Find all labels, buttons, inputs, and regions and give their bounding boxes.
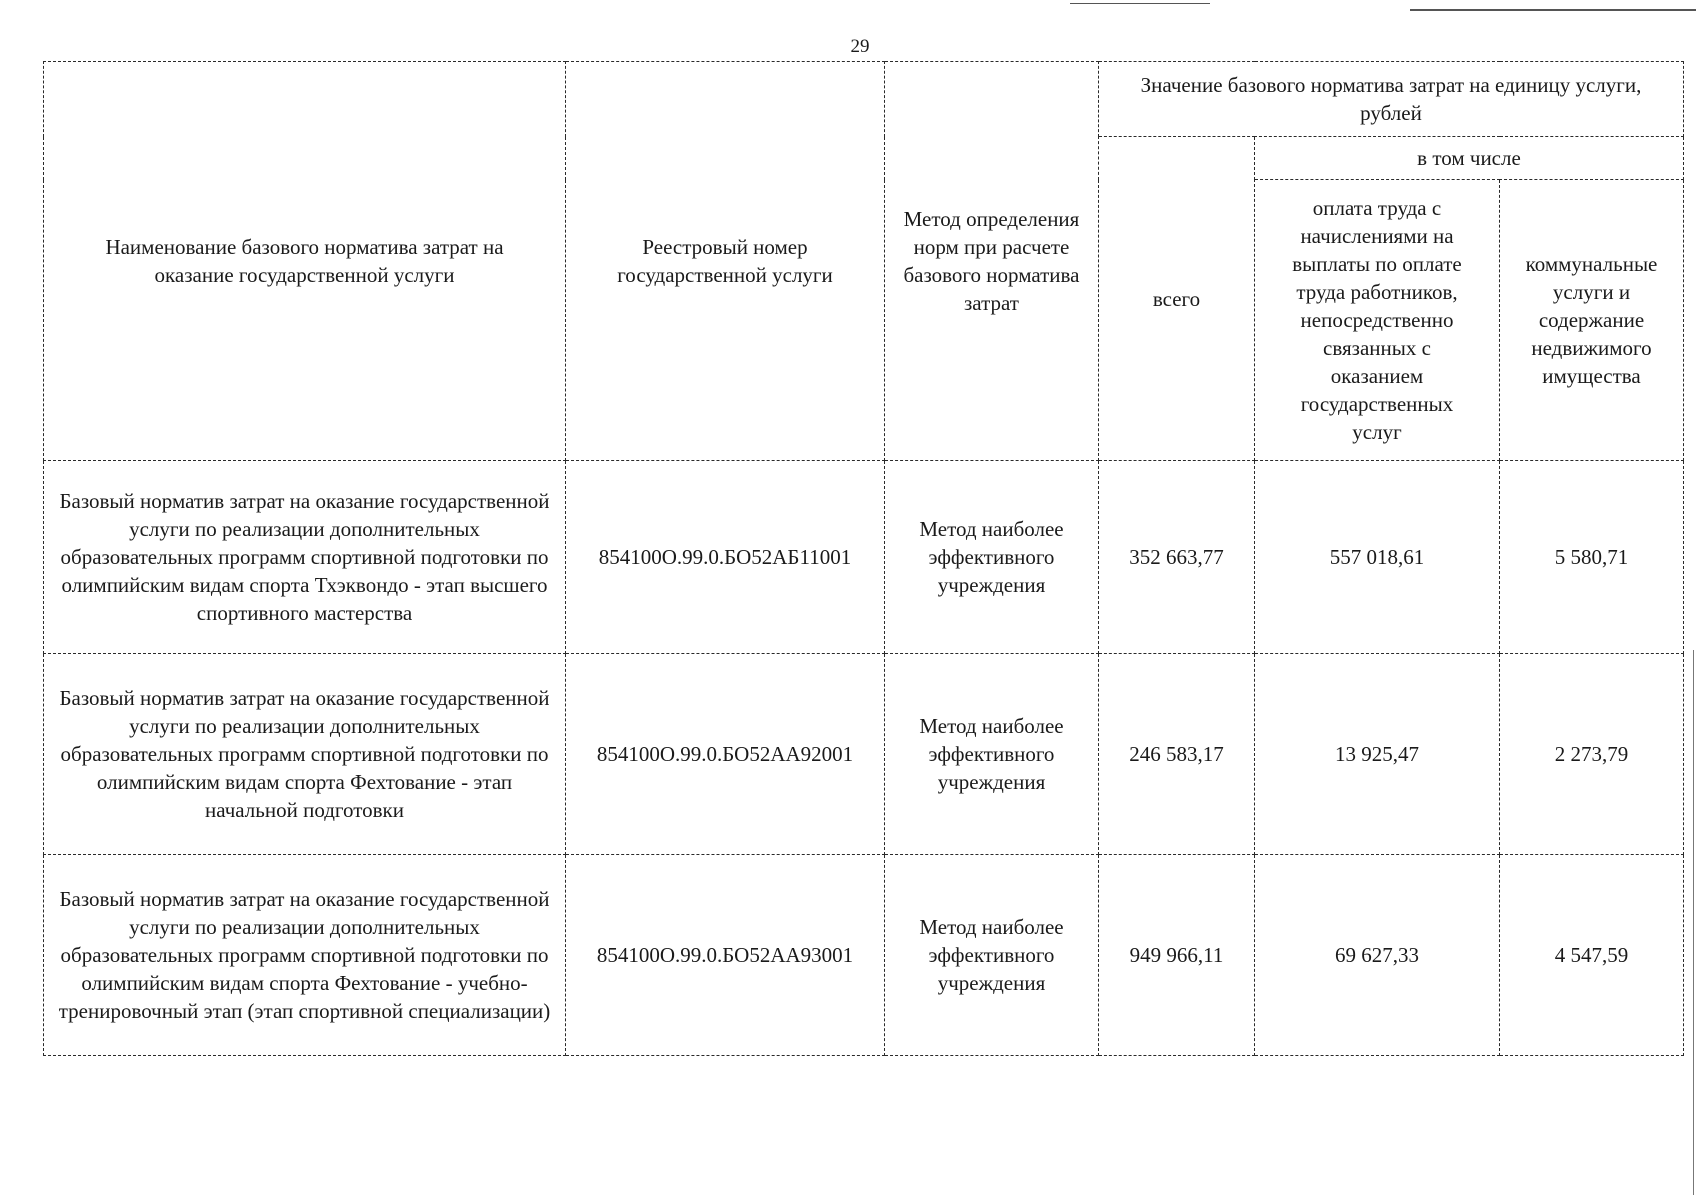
- row-method: Метод наиболее эффективного учреждения: [885, 654, 1099, 855]
- row-labor: 13 925,47: [1255, 654, 1500, 855]
- row-registry: 854100О.99.0.БО52АБ11001: [566, 461, 885, 654]
- header-row-1: [44, 62, 1684, 137]
- page-number: 29: [850, 36, 870, 57]
- row-total: 949 966,11: [1099, 855, 1255, 1056]
- header-including: в том числе: [1255, 137, 1684, 180]
- header-value-group: Значение базового норматива затрат на единицу услуги, рублей: [1099, 62, 1684, 137]
- row-method: Метод наиболее эффективного учреждения: [885, 855, 1099, 1056]
- row-method: Метод наиболее эффективного учреждения: [885, 461, 1099, 654]
- header-labor: оплата труда с начислениями на выплаты по оплате труда работников, непосредственно связанных с оказанием государственных услуг: [1255, 180, 1500, 461]
- cost-norms-table: [43, 61, 1684, 1056]
- header-registry: Реестровый номер государственной услуги: [566, 62, 885, 461]
- row-total: 246 583,17: [1099, 654, 1255, 855]
- scan-artifact-top-2: [1410, 9, 1696, 11]
- row-utilities: 5 580,71: [1500, 461, 1684, 654]
- scan-artifact-top-1: [1070, 3, 1210, 4]
- table-row: [44, 461, 1684, 654]
- header-method: Метод определения норм при расчете базового норматива затрат: [885, 62, 1099, 461]
- header-total: всего: [1099, 137, 1255, 461]
- row-total: 352 663,77: [1099, 461, 1255, 654]
- header-utilities: коммунальные услуги и содержание недвижимого имущества: [1500, 180, 1684, 461]
- table-row: [44, 654, 1684, 855]
- header-name: Наименование базового норматива затрат на оказание государственной услуги: [44, 62, 566, 461]
- row-labor: 69 627,33: [1255, 855, 1500, 1056]
- scan-artifact-right-edge: [1693, 650, 1694, 1195]
- table-row: [44, 855, 1684, 1056]
- row-name: Базовый норматив затрат на оказание государственной услуги по реализации дополнительных образовательных программ спортивной подготовки по олимпийским видам спорта Тхэквондо - этап высшего спортивного мастерства: [44, 461, 566, 654]
- row-registry: 854100О.99.0.БО52АА92001: [566, 654, 885, 855]
- row-name: Базовый норматив затрат на оказание государственной услуги по реализации дополнительных образовательных программ спортивной подготовки по олимпийским видам спорта Фехтование - этап начальной подготовки: [44, 654, 566, 855]
- row-utilities: 2 273,79: [1500, 654, 1684, 855]
- row-labor: 557 018,61: [1255, 461, 1500, 654]
- row-name: Базовый норматив затрат на оказание государственной услуги по реализации дополнительных образовательных программ спортивной подготовки по олимпийским видам спорта Фехтование - учебно-тренировочный этап (этап спортивной специализации): [44, 855, 566, 1056]
- row-registry: 854100О.99.0.БО52АА93001: [566, 855, 885, 1056]
- row-utilities: 4 547,59: [1500, 855, 1684, 1056]
